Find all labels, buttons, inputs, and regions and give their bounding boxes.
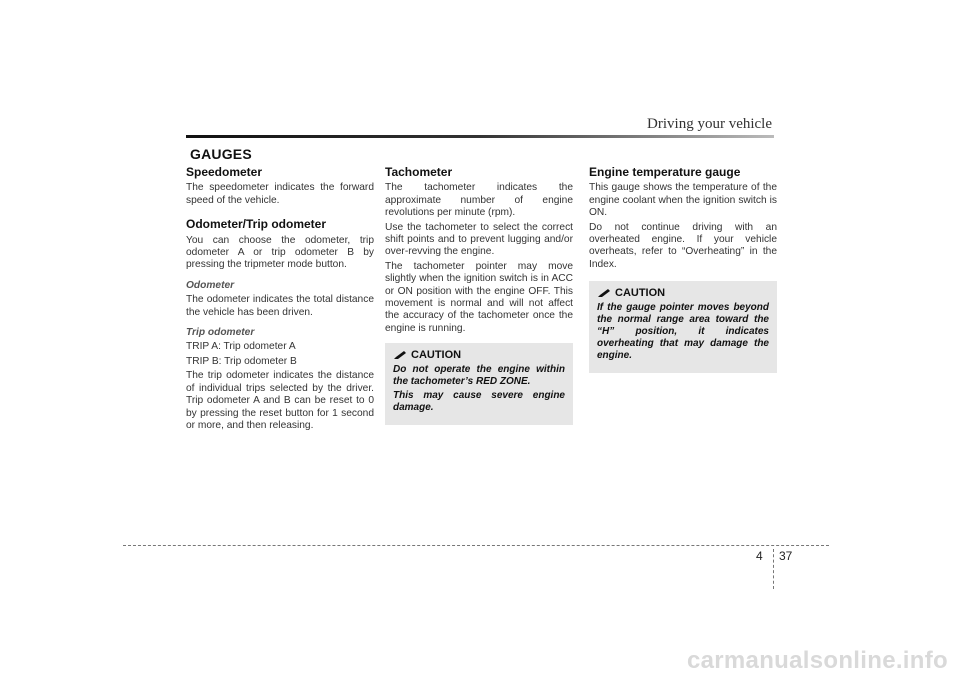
header-rule bbox=[186, 135, 774, 138]
footer-rule bbox=[123, 545, 829, 546]
odometer-trip-heading: Odometer/Trip odometer bbox=[186, 217, 327, 232]
tachometer-p1: The tachometer indicates the approximate number of engine revolutions per minute (rpm). bbox=[385, 182, 573, 219]
speedometer-text: The speedometer indicates the forward speed of the vehicle. bbox=[186, 182, 374, 206]
column-engine-temperature bbox=[589, 166, 777, 373]
engine-temp-heading: Engine temperature gauge bbox=[589, 165, 741, 179]
chapter-number: 4 bbox=[756, 549, 763, 563]
odometer-subheading: Odometer bbox=[186, 279, 235, 291]
column-speedometer-odometer bbox=[186, 166, 374, 434]
tachometer-p3: The tachometer pointer may move slightly when the ignition switch is in ACC or ON position with the engine OFF. This movement is normal and will not affect the accuracy of the tachometer once the engine is running. bbox=[385, 260, 573, 334]
caution-pencil-icon bbox=[393, 350, 407, 360]
section-title: GAUGES bbox=[190, 146, 252, 162]
trip-odometer-text: The trip odometer indicates the distance of individual trips selected by the driver. Trip odometer A and B can be reset to 0 by pressing the reset button for 1 second or more, and then releasing. bbox=[186, 370, 374, 431]
odometer-text: The odometer indicates the total distance the vehicle has been driven. bbox=[186, 294, 374, 318]
running-header: Driving your vehicle bbox=[647, 116, 772, 132]
caution-text: If the gauge pointer moves beyond the normal range area toward the “H” position, it indicates overheating that may damage the engine. bbox=[597, 301, 769, 361]
column-tachometer bbox=[385, 166, 573, 425]
caution-text-1: Do not operate the engine within the tachometer’s RED ZONE. bbox=[393, 363, 565, 387]
tachometer-heading: Tachometer bbox=[385, 165, 453, 179]
watermark: carmanualsonline.info bbox=[686, 647, 948, 674]
tachometer-p2: Use the tachometer to select the correct shift points and to prevent lugging and/or over-revving the engine. bbox=[385, 221, 573, 258]
trip-odometer-subheading: Trip odometer bbox=[186, 327, 255, 339]
caution-text-2: This may cause severe engine damage. bbox=[393, 389, 565, 413]
caution-label: CAUTION bbox=[615, 287, 666, 300]
trip-a-line: TRIP A: Trip odometer A bbox=[186, 341, 296, 353]
caution-label: CAUTION bbox=[411, 349, 462, 362]
trip-b-line: TRIP B: Trip odometer B bbox=[186, 355, 297, 367]
page-number-separator bbox=[773, 549, 774, 589]
tachometer-caution-box bbox=[385, 343, 573, 424]
odometer-trip-text: You can choose the odometer, trip odometer A or trip odometer B by pressing the tripmeter mode button. bbox=[186, 234, 374, 271]
page-number: 37 bbox=[779, 549, 793, 563]
engine-temp-caution-box bbox=[589, 281, 777, 372]
caution-pencil-icon bbox=[597, 288, 611, 298]
speedometer-heading: Speedometer bbox=[186, 165, 263, 179]
engine-temp-p1: This gauge shows the temperature of the engine coolant when the ignition switch is ON. bbox=[589, 182, 777, 219]
engine-temp-p2: Do not continue driving with an overheated engine. If your vehicle overheats, refer to “Overheating” in the Index. bbox=[589, 221, 777, 270]
